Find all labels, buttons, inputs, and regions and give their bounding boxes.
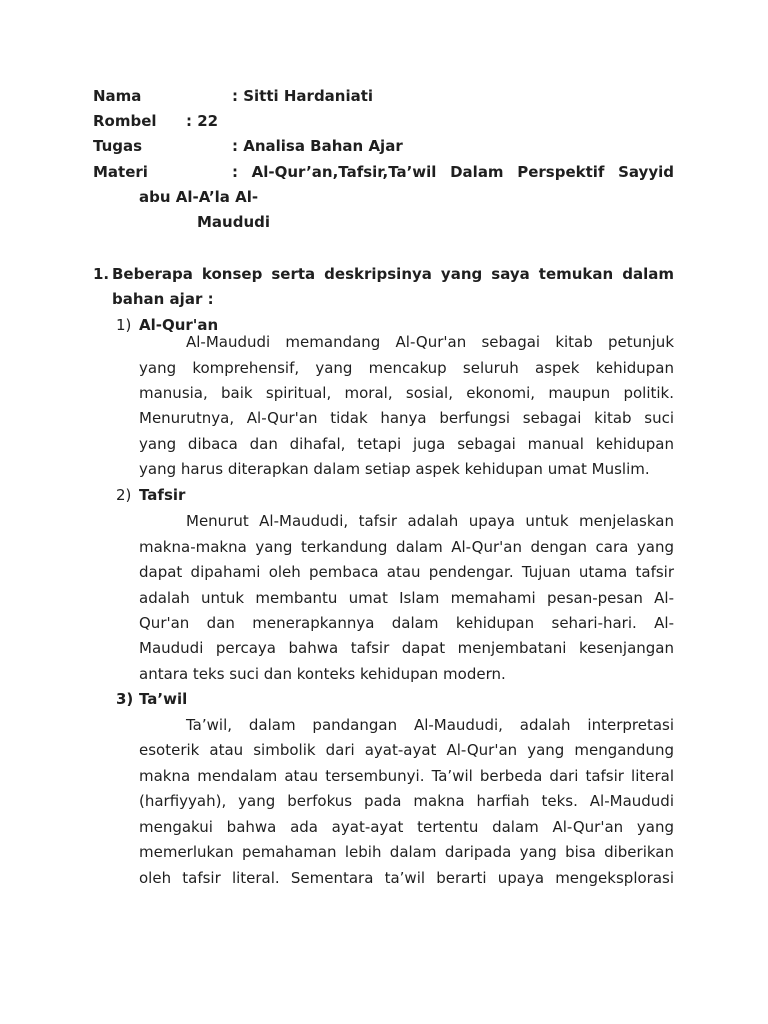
item-text-line: oleh tafsir literal. Sementara ta’wil berarti upaya mengeksplorasi (139, 869, 674, 887)
item-text-line: yang harus diterapkan dalam setiap aspek kehidupan umat Muslim. (139, 460, 650, 478)
item-text-line: yang komprehensif, yang mencakup seluruh aspek kehidupan (139, 359, 674, 377)
item-text-line: Menurut Al-Maududi, tafsir adalah upaya untuk menjelaskan (186, 512, 674, 530)
nama-value: : Sitti Hardaniati (232, 87, 374, 105)
item-text-line: yang dibaca dan dihafal, tetapi juga sebagai manual kehidupan (139, 435, 674, 453)
item-text-line: dapat dipahami oleh pembaca atau pendengar. Tujuan utama tafsir (139, 563, 674, 581)
materi-value-line1: : Al-Qur’an,Tafsir,Ta’wil Dalam Perspektif Sayyid (232, 163, 674, 181)
item-text-line: (harfiyyah), yang berfokus pada makna harfiah teks. Al-Maududi (139, 792, 674, 810)
item-text-line: mengakui bahwa ada ayat-ayat tertentu dalam Al-Qur'an yang (139, 818, 674, 836)
rombel-value: : 22 (186, 112, 219, 130)
item-text-line: adalah untuk membantu umat Islam memahami pesan-pesan Al- (139, 589, 674, 607)
item-title: Al-Qur'an (139, 316, 219, 334)
materi-label: Materi (93, 163, 148, 181)
materi-value-line2: abu Al-A’la Al- (139, 188, 259, 206)
item-text-line: Maududi percaya bahwa tafsir dapat menjembatani kesenjangan (139, 639, 674, 657)
item-number: 2) (116, 486, 132, 504)
item-text-line: antara teks suci dan konteks kehidupan modern. (139, 665, 506, 683)
nama-label: Nama (93, 87, 142, 105)
materi-value-line3: Maududi (197, 213, 271, 231)
item-text-line: Al-Maududi memandang Al-Qur'an sebagai kitab petunjuk (186, 333, 674, 351)
tugas-label: Tugas (93, 137, 143, 155)
item-title: Ta’wil (139, 690, 188, 708)
section-heading-line2: bahan ajar : (112, 290, 214, 308)
section-number: 1. (93, 265, 110, 283)
item-text-line: makna mendalam atau tersembunyi. Ta’wil berbeda dari tafsir literal (139, 767, 674, 785)
tugas-value: : Analisa Bahan Ajar (232, 137, 403, 155)
item-text-line: memerlukan pemahaman lebih dalam daripada yang bisa diberikan (139, 843, 674, 861)
item-number: 3) (116, 690, 134, 708)
item-text-line: Qur'an dan menerapkannya dalam kehidupan sehari-hari. Al- (139, 614, 674, 632)
item-title: Tafsir (139, 486, 186, 504)
rombel-label: Rombel (93, 112, 157, 130)
item-text-line: makna-makna yang terkandung dalam Al-Qur'an dengan cara yang (139, 538, 674, 556)
item-text-line: Ta’wil, dalam pandangan Al-Maududi, adalah interpretasi (186, 716, 674, 734)
item-text-line: esoterik atau simbolik dari ayat-ayat Al-Qur'an yang mengandung (139, 741, 674, 759)
item-text-line: manusia, baik spiritual, moral, sosial, ekonomi, maupun politik. (139, 384, 674, 402)
item-text-line: Menurutnya, Al-Qur'an tidak hanya berfungsi sebagai kitab suci (139, 409, 674, 427)
item-number: 1) (116, 316, 132, 334)
section-heading-line1: Beberapa konsep serta deskripsinya yang saya temukan dalam (112, 265, 674, 283)
